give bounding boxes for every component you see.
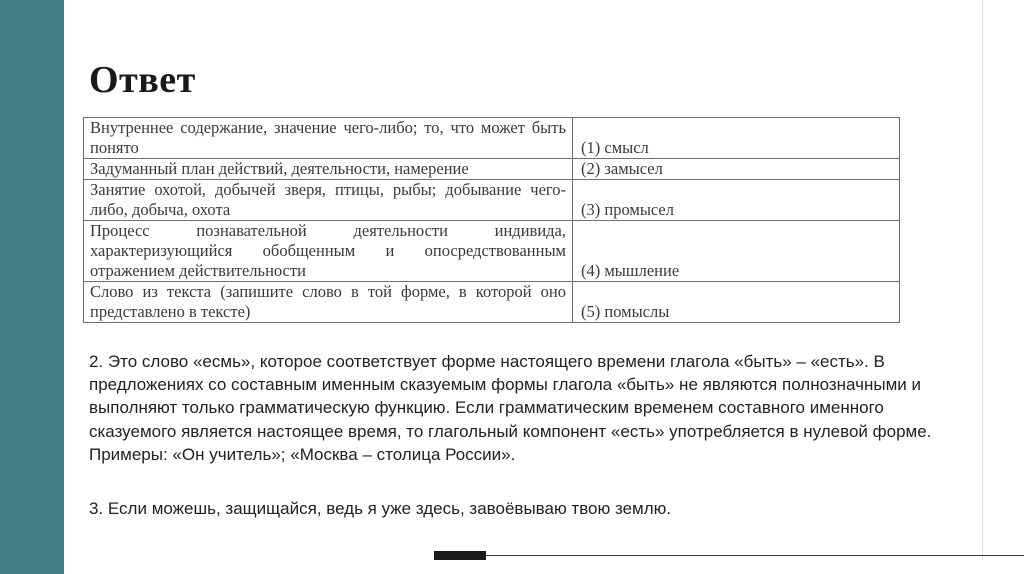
slide-title: Ответ (89, 59, 196, 101)
footer-dash-mark (434, 551, 486, 560)
definition-cell: Процесс познавательной деятельности индивида, характеризующийся обобщенным и опосредствованным отражением действительности (84, 221, 573, 282)
answer-cell: (2) замысел (573, 159, 900, 180)
definition-cell: Слово из текста (запишите слово в той форме, в которой оно представлено в тексте) (84, 282, 573, 323)
table-row (84, 118, 900, 159)
definition-cell: Занятие охотой, добычей зверя, птицы, рыбы; добывание чего-либо, добыча, охота (84, 180, 573, 221)
table-row (84, 282, 900, 323)
answer-cell: (3) промысел (573, 180, 900, 221)
footer-line (486, 555, 1024, 556)
definition-cell: Внутреннее содержание, значение чего-либо; то, что может быть понято (84, 118, 573, 159)
right-divider-line (982, 0, 983, 560)
table-row (84, 159, 900, 180)
answer-cell: (5) помыслы (573, 282, 900, 323)
terms-table (83, 117, 900, 323)
table-row (84, 180, 900, 221)
definition-cell: Задуманный план действий, деятельности, намерение (84, 159, 573, 180)
answer-paragraph-3: 3. Если можешь, защищайся, ведь я уже здесь, завоёвываю твою землю. (89, 499, 672, 518)
answer-paragraph-2: 2. Это слово «есмь», которое соответствует форме настоящего времени глагола «быть» – «есть». В предложениях со составным именным сказуемым формы глагола «быть» не являются полнозначными и выполняют только грамматическую функцию. Если грамматическим временем составного именного сказуемого является настоящее время, то глагольный компонент «есть» употребляется в нулевой форме. Примеры: «Он учитель»; «Москва – столица России». (89, 352, 932, 464)
table-row (84, 221, 900, 282)
answer-cell: (4) мышление (573, 221, 900, 282)
left-accent-bar (0, 0, 64, 574)
answer-cell: (1) смысл (573, 118, 900, 159)
